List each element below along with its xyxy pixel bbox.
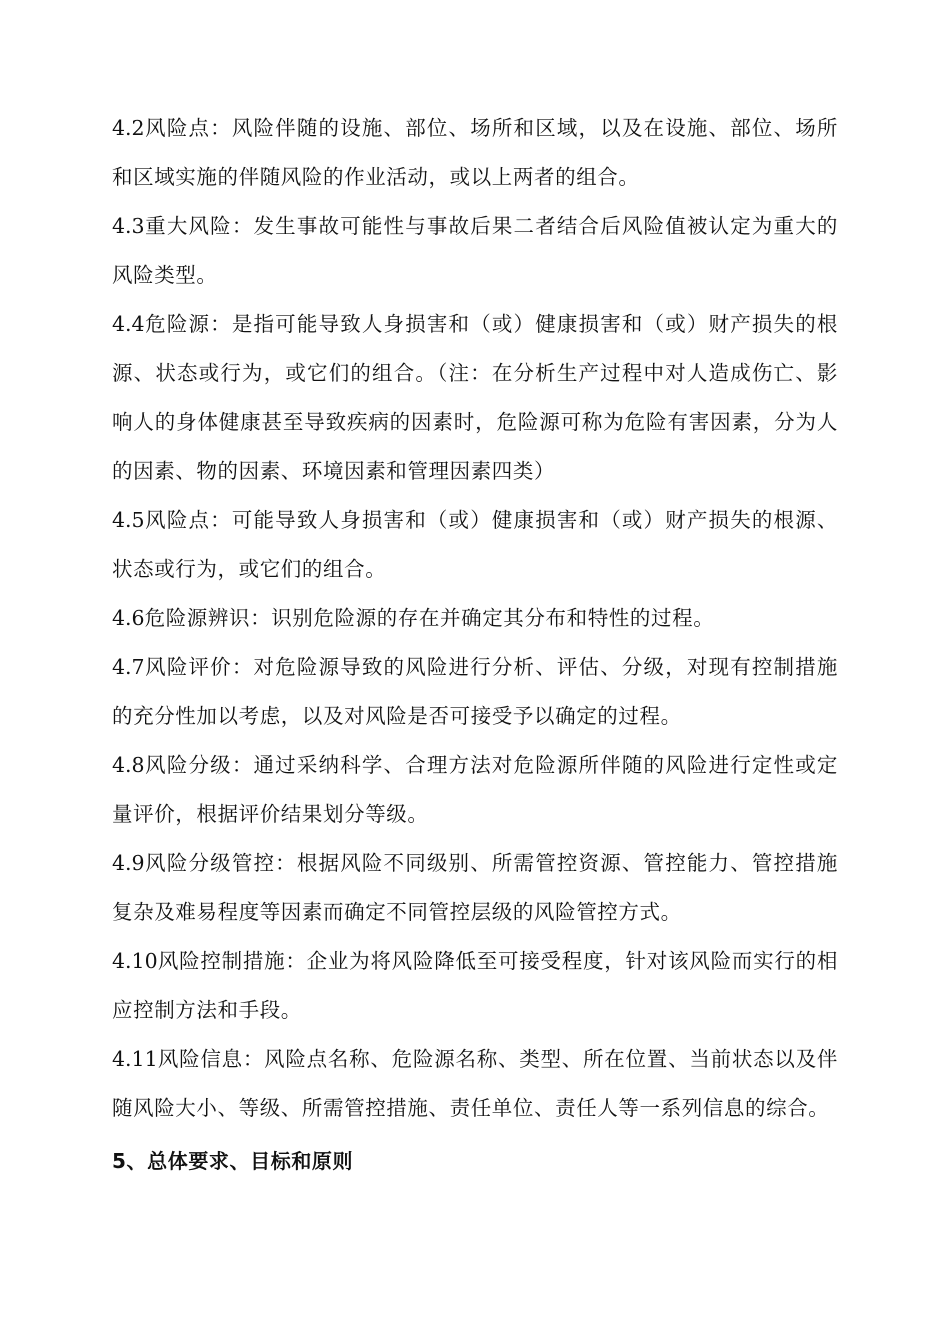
clause-number: 4.7 (112, 655, 145, 679)
paragraph-4-9 (112, 839, 838, 937)
clause-number: 4.9 (112, 851, 145, 875)
clause-text: 风险评价：对危险源导致的风险进行分析、评估、分级，对现有控制措施的充分性加以考虑，以及对风险是否可接受予以确定的过程。 (112, 655, 838, 728)
paragraph-4-6 (112, 594, 838, 643)
section-heading: 5、总体要求、目标和原则 (112, 1149, 354, 1173)
clause-text: 重大风险：发生事故可能性与事故后果二者结合后风险值被认定为重大的风险类型。 (112, 214, 838, 287)
document-page (112, 104, 838, 1186)
clause-number: 4.2 (112, 116, 145, 140)
clause-number: 4.10 (112, 949, 158, 973)
clause-text: 危险源：是指可能导致人身损害和（或）健康损害和（或）财产损失的根源、状态或行为，或它们的组合。（注：在分析生产过程中对人造成伤亡、影响人的身体健康甚至导致疾病的因素时，危险源可称为危险有害因素，分为人的因素、物的因素、环境因素和管理因素四类） (112, 312, 838, 483)
paragraph-4-8 (112, 741, 838, 839)
paragraph-4-11 (112, 1035, 838, 1133)
clause-text: 风险信息：风险点名称、危险源名称、类型、所在位置、当前状态以及伴随风险大小、等级、所需管控措施、责任单位、责任人等一系列信息的综合。 (112, 1047, 838, 1120)
clause-number: 4.11 (112, 1047, 158, 1071)
clause-text: 风险分级：通过采纳科学、合理方法对危险源所伴随的风险进行定性或定量评价，根据评价结果划分等级。 (112, 753, 838, 826)
clause-number: 4.6 (112, 606, 145, 630)
clause-text: 风险控制措施：企业为将风险降低至可接受程度，针对该风险而实行的相应控制方法和手段。 (112, 949, 838, 1022)
clause-number: 4.4 (112, 312, 145, 336)
paragraph-4-7 (112, 643, 838, 741)
clause-text: 风险分级管控：根据风险不同级别、所需管控资源、管控能力、管控措施复杂及难易程度等因素而确定不同管控层级的风险管控方式。 (112, 851, 838, 924)
paragraph-4-2 (112, 104, 838, 202)
clause-number: 4.8 (112, 753, 145, 777)
paragraph-4-4 (112, 300, 838, 496)
paragraph-4-3 (112, 202, 838, 300)
paragraph-4-5 (112, 496, 838, 594)
clause-text: 风险点：可能导致人身损害和（或）健康损害和（或）财产损失的根源、状态或行为，或它们的组合。 (112, 508, 838, 581)
clause-text: 危险源辨识：识别危险源的存在并确定其分布和特性的过程。 (144, 606, 715, 630)
clause-number: 4.5 (112, 508, 145, 532)
clause-number: 4.3 (112, 214, 145, 238)
paragraph-4-10 (112, 937, 838, 1035)
clause-text: 风险点：风险伴随的设施、部位、场所和区域，以及在设施、部位、场所和区域实施的伴随风险的作业活动，或以上两者的组合。 (112, 116, 838, 189)
